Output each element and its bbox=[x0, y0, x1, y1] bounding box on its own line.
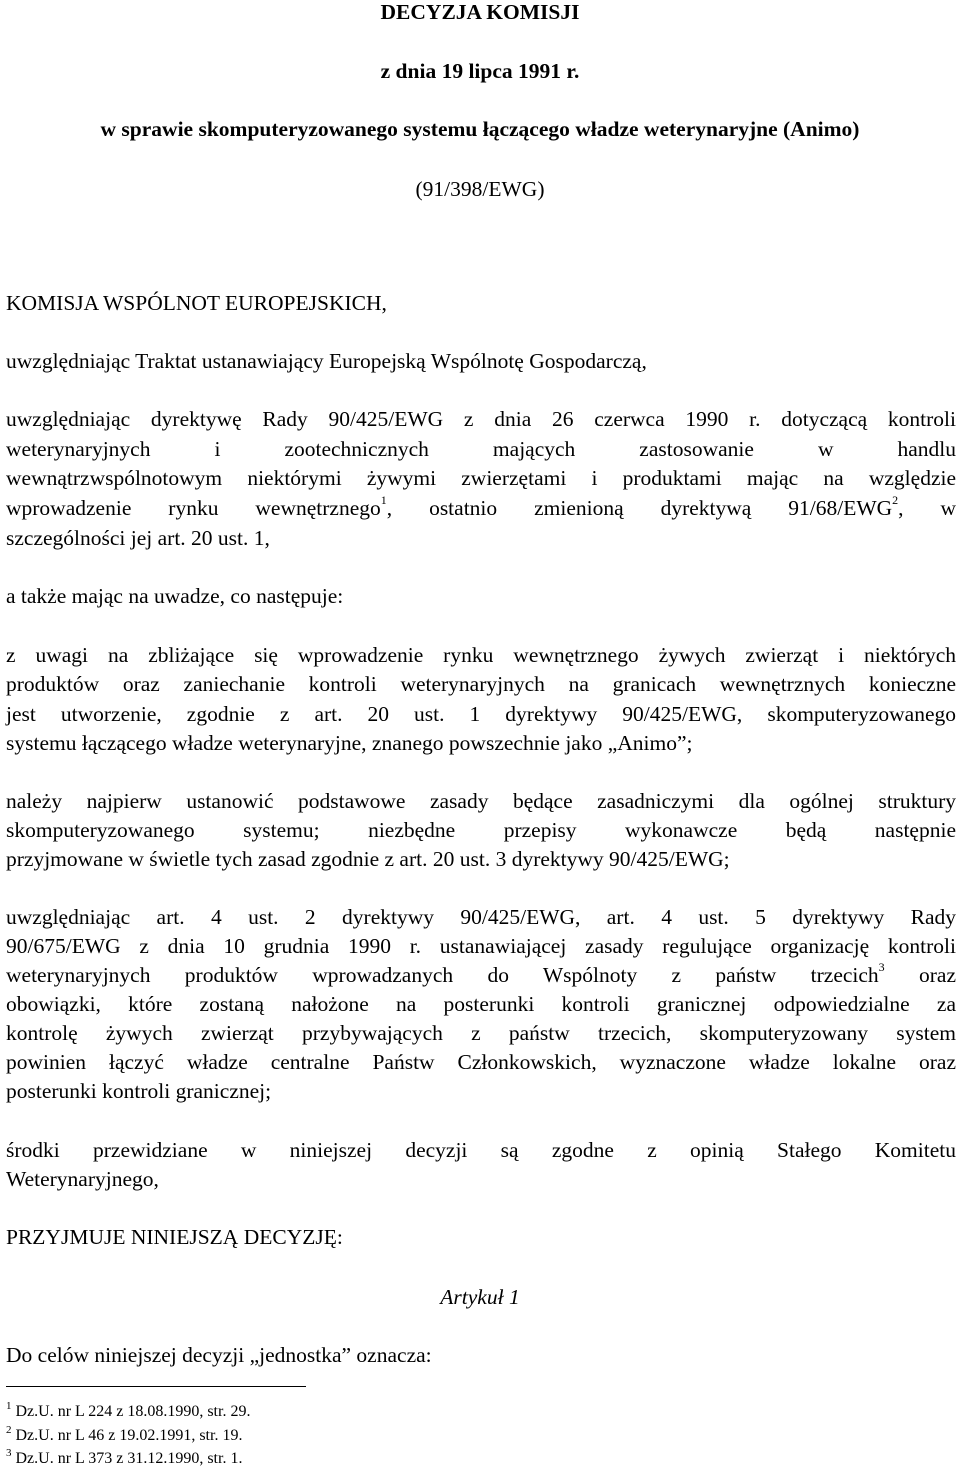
footnote-3-number: 3 bbox=[6, 1447, 12, 1459]
recital-3-line-6: powinien łączyć władze centralne Państw Członkowskich, wyznaczone władze lokalne oraz bbox=[6, 1050, 956, 1074]
footnote-3-text: Dz.U. nr L 373 z 31.12.1990, str. 1. bbox=[11, 1450, 243, 1467]
footnote-divider bbox=[6, 1386, 306, 1387]
recital-2-line-1: należy najpierw ustanowić podstawowe zasady będące zasadniczymi dla ogólnej struktury bbox=[6, 789, 956, 813]
recital-3-line-2: 90/675/EWG z dnia 10 grudnia 1990 r. ustanawiającej zasady regulujące organizację kontroli bbox=[6, 934, 956, 958]
preamble-directive-line-3: wewnątrzwspólnotowym niektórymi żywymi zwierzętami i produktami mając na względzie bbox=[6, 466, 956, 490]
footnote-1-number: 1 bbox=[6, 1400, 12, 1412]
footnote-1-text: Dz.U. nr L 224 z 18.08.1990, str. 29. bbox=[11, 1403, 251, 1420]
footnote-ref-2: 2 bbox=[892, 493, 899, 507]
recital-3-line-3 bbox=[6, 960, 956, 987]
document-date: z dnia 19 lipca 1991 r. bbox=[380, 59, 580, 83]
preamble-directive-line-1: uwzględniając dyrektywę Rady 90/425/EWG z dnia 26 czerwca 1990 r. dotyczącą kontroli bbox=[6, 407, 956, 431]
preamble-whereas: a także mając na uwadze, co następuje: bbox=[6, 584, 344, 608]
footnote-3 bbox=[6, 1447, 243, 1467]
decision-statement: PRZYJMUJE NINIEJSZĄ DECYZJĘ: bbox=[6, 1225, 343, 1249]
preamble-directive-line-2: weterynaryjnych i zootechnicznych mających zastosowanie w handlu bbox=[6, 437, 956, 461]
document-subject: w sprawie skomputeryzowanego systemu łączącego władze weterynaryjne (Animo) bbox=[100, 117, 860, 141]
recital-2-line-3: przyjmowane w świetle tych zasad zgodnie z art. 20 ust. 3 dyrektywy 90/425/EWG; bbox=[6, 847, 730, 871]
recital-2-line-2: skomputeryzowanego systemu; niezbędne przepisy wykonawcze będą następnie bbox=[6, 818, 956, 842]
document-number: (91/398/EWG) bbox=[415, 177, 545, 201]
document-title: DECYZJA KOMISJI bbox=[380, 0, 580, 24]
recital-3-line-4: obowiązki, które zostaną nałożone na posterunki kontroli granicznej odpowiedzialne za bbox=[6, 992, 956, 1016]
recital-3-line-7: posterunki kontroli granicznej; bbox=[6, 1079, 272, 1103]
preamble-directive-line-4 bbox=[6, 493, 956, 520]
article-intro: Do celów niniejszej decyzji „jednostka” oznacza: bbox=[6, 1343, 432, 1367]
recital-3-line-1: uwzględniając art. 4 ust. 2 dyrektywy 90/425/EWG, art. 4 ust. 5 dyrektywy Rady bbox=[6, 905, 956, 929]
directive-text-c: , w bbox=[898, 496, 956, 520]
directive-text-b: , ostatnio zmienioną dyrektywą 91/68/EWG bbox=[386, 496, 893, 520]
recital-1-line-2: produktów oraz zaniechanie kontroli weterynaryjnych na granicach wewnętrznych konieczne bbox=[6, 672, 956, 696]
recital-4-line-1: środki przewidziane w niniejszej decyzji są zgodne z opinią Stałego Komitetu bbox=[6, 1138, 956, 1162]
recital-3-line-5: kontrolę żywych zwierząt przybywających z państw trzecich, skomputeryzowany system bbox=[6, 1021, 956, 1045]
directive-text-a: wprowadzenie rynku wewnętrznego bbox=[6, 496, 381, 520]
article-title: Artykuł 1 bbox=[440, 1285, 520, 1309]
footnote-2 bbox=[6, 1424, 243, 1444]
recital-4-line-2: Weterynaryjnego, bbox=[6, 1167, 159, 1191]
footnote-2-number: 2 bbox=[6, 1424, 12, 1436]
footnote-ref-3: 3 bbox=[878, 960, 885, 974]
recital-1-line-1: z uwagi na zbliżające się wprowadzenie rynku wewnętrznego żywych zwierząt i niektórych bbox=[6, 643, 956, 667]
preamble-directive-line-5: szczególności jej art. 20 ust. 1, bbox=[6, 526, 270, 550]
recital-3-text-b: oraz bbox=[884, 963, 956, 987]
recital-1-line-4: systemu łączącego władze weterynaryjne, znanego powszechnie jako „Animo”; bbox=[6, 731, 693, 755]
footnote-ref-1: 1 bbox=[380, 493, 387, 507]
recital-1-line-3: jest utworzenie, zgodnie z art. 20 ust. 1 dyrektywy 90/425/EWG, skomputeryzowanego bbox=[6, 702, 956, 726]
footnote-2-text: Dz.U. nr L 46 z 19.02.1991, str. 19. bbox=[11, 1427, 243, 1444]
recital-3-text-a: weterynaryjnych produktów wprowadzanych do Wspólnoty z państw trzecich bbox=[6, 963, 879, 987]
preamble-institution: KOMISJA WSPÓLNOT EUROPEJSKICH, bbox=[6, 291, 387, 315]
footnote-1 bbox=[6, 1400, 251, 1420]
preamble-treaty: uwzględniając Traktat ustanawiający Europejską Wspólnotę Gospodarczą, bbox=[6, 349, 647, 373]
